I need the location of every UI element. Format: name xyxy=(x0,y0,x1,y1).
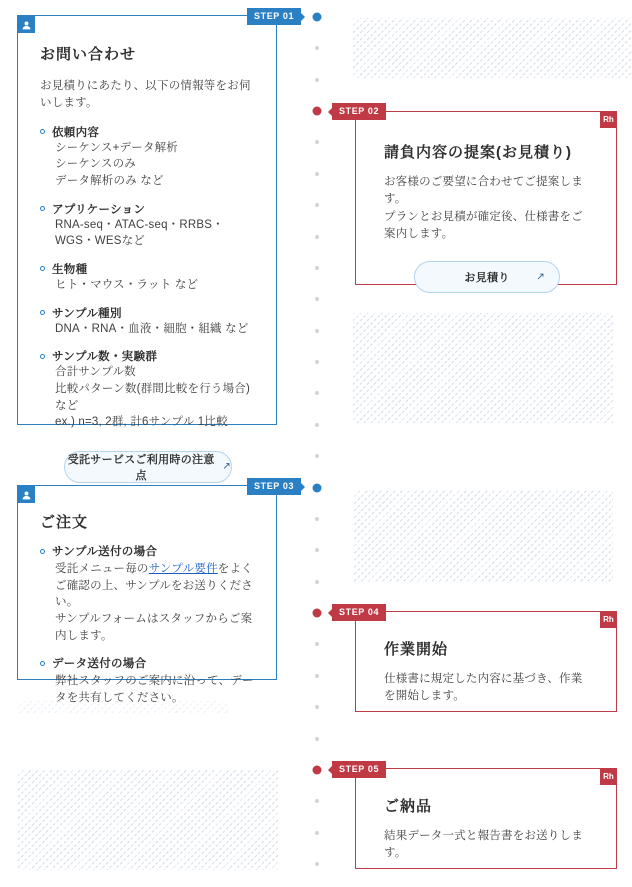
external-link-arrow-icon: ↗ xyxy=(536,271,545,283)
bullet-icon xyxy=(40,206,45,211)
step-05-tag: STEP 05 xyxy=(332,761,386,778)
item-label: サンプル種別 xyxy=(52,307,122,320)
timeline-dot xyxy=(315,266,319,270)
step-05-title: ご納品 xyxy=(384,798,433,815)
item-line: RNA-seq・ATAC-seq・RRBS・WGS・WESなど xyxy=(55,218,224,248)
quote-button[interactable] xyxy=(414,261,560,293)
item-label: アプリケーション xyxy=(52,203,146,216)
timeline-dot xyxy=(315,454,319,458)
item-line: DNA・RNA・血液・細胞・組織 など xyxy=(55,322,249,335)
text-segment: をよくご確認の上、サンプルをお送りください。 xyxy=(55,563,253,609)
service-notes-button-label: 受託サービスご利用時の注意点 xyxy=(67,453,215,482)
timeline-dot xyxy=(315,360,319,364)
service-notes-button[interactable] xyxy=(64,451,232,483)
item-line: データ解析のみ など xyxy=(55,174,164,187)
timeline-dot xyxy=(315,46,319,50)
timeline-dot xyxy=(315,140,319,144)
bullet-icon xyxy=(40,549,45,554)
rh-logo-icon: Rh xyxy=(600,768,617,785)
external-link-arrow-icon: ↗ xyxy=(222,461,231,473)
step-02-body-line: プランとお見積が確定後、仕様書をご案内します。 xyxy=(384,210,583,240)
step-04-body-line: 仕様書に規定した内容に基づき、作業を開始します。 xyxy=(384,673,583,703)
step-04-tag: STEP 04 xyxy=(332,604,386,621)
rh-logo-icon: Rh xyxy=(600,111,617,128)
hatch-block-right-2 xyxy=(353,490,613,583)
timeline-dot xyxy=(315,423,319,427)
rh-logo-icon: Rh xyxy=(600,611,617,628)
step-02-card xyxy=(355,111,617,285)
timeline-dot xyxy=(315,548,319,552)
step-02-title: 請負内容の提案(お見積り) xyxy=(384,144,572,161)
list-item xyxy=(40,305,256,338)
list-item xyxy=(40,261,256,294)
item-label: 依頼内容 xyxy=(52,126,100,139)
item-line: ex.) n=3, 2群, 計6サンプル 1比較 xyxy=(55,416,228,429)
bullet-icon xyxy=(40,129,45,134)
item-line: シーケンス+データ解析 xyxy=(55,141,178,154)
step-03-card xyxy=(17,485,277,705)
item-label: サンプル送付の場合 xyxy=(52,546,158,558)
person-icon xyxy=(17,15,35,33)
hatch-block-bottom-left xyxy=(17,769,278,870)
timeline-dot xyxy=(315,172,319,176)
bullet-icon xyxy=(40,310,45,315)
timeline-dot xyxy=(315,580,319,584)
timeline-dot xyxy=(315,862,319,866)
step-05-body-line: 結果データ一式と報告書をお送りします。 xyxy=(384,830,583,860)
step-04-title: 作業開始 xyxy=(384,641,449,658)
list-item xyxy=(40,655,258,706)
step-01-tag: STEP 01 xyxy=(247,8,301,25)
timeline-dot xyxy=(315,203,319,207)
timeline-dot-active xyxy=(313,609,322,618)
step-02-tag: STEP 02 xyxy=(332,103,386,120)
item-line: 弊社スタッフのご案内に沿って、データを共有してください。 xyxy=(55,675,254,705)
bullet-icon xyxy=(40,661,45,666)
timeline-dot xyxy=(315,235,319,239)
step-03-title: ご注文 xyxy=(40,514,89,531)
timeline-dot xyxy=(315,737,319,741)
item-line: 合計サンプル数 xyxy=(55,366,136,379)
timeline-dot xyxy=(315,297,319,301)
step-05-card xyxy=(355,768,617,869)
item-line: 比較パターン数(群間比較を行う場合) など xyxy=(55,382,251,412)
sample-requirements-link[interactable]: サンプル要件 xyxy=(148,563,218,575)
hatch-block-top-right xyxy=(353,18,632,78)
timeline-dot xyxy=(315,391,319,395)
list-item xyxy=(40,201,256,250)
timeline-dot xyxy=(315,674,319,678)
timeline-dot-active xyxy=(313,13,322,22)
item-label: データ送付の場合 xyxy=(52,658,147,671)
bullet-icon xyxy=(40,354,45,359)
item-rich-line xyxy=(55,561,258,611)
timeline-dot xyxy=(315,517,319,521)
bullet-icon xyxy=(40,266,45,271)
item-label: 生物種 xyxy=(52,263,88,276)
timeline-dot-active xyxy=(313,483,322,492)
item-line: サンプルフォームはスタッフからご案内します。 xyxy=(55,613,253,642)
timeline-dot xyxy=(315,329,319,333)
step-04-card xyxy=(355,611,617,712)
timeline-dot-active xyxy=(313,765,322,774)
item-line: ヒト・マウス・ラット など xyxy=(55,278,199,291)
timeline-dot xyxy=(315,78,319,82)
step-02-body-line: お客様のご要望に合わせてご提案します。 xyxy=(384,176,583,206)
list-item xyxy=(40,543,258,644)
list-item xyxy=(40,124,256,190)
list-item xyxy=(40,348,256,431)
timeline-dot xyxy=(315,799,319,803)
step-01-card xyxy=(17,15,277,482)
hatch-block-right-1 xyxy=(353,313,613,423)
item-line: シーケンスのみ xyxy=(55,158,136,171)
item-label: サンプル数・実験群 xyxy=(52,351,158,364)
person-icon xyxy=(17,485,35,503)
step-01-intro: お見積りにあたり、以下の情報等をお伺いします。 xyxy=(40,80,251,110)
quote-button-label: お見積り xyxy=(464,272,510,284)
timeline-dot-active xyxy=(313,107,322,116)
step-01-title: お問い合わせ xyxy=(40,46,137,63)
step-03-tag: STEP 03 xyxy=(247,478,301,495)
timeline-dot xyxy=(315,642,319,646)
text-segment: 受託メニュー毎の xyxy=(55,563,149,575)
timeline-dot xyxy=(315,705,319,709)
timeline-dot xyxy=(315,831,319,835)
